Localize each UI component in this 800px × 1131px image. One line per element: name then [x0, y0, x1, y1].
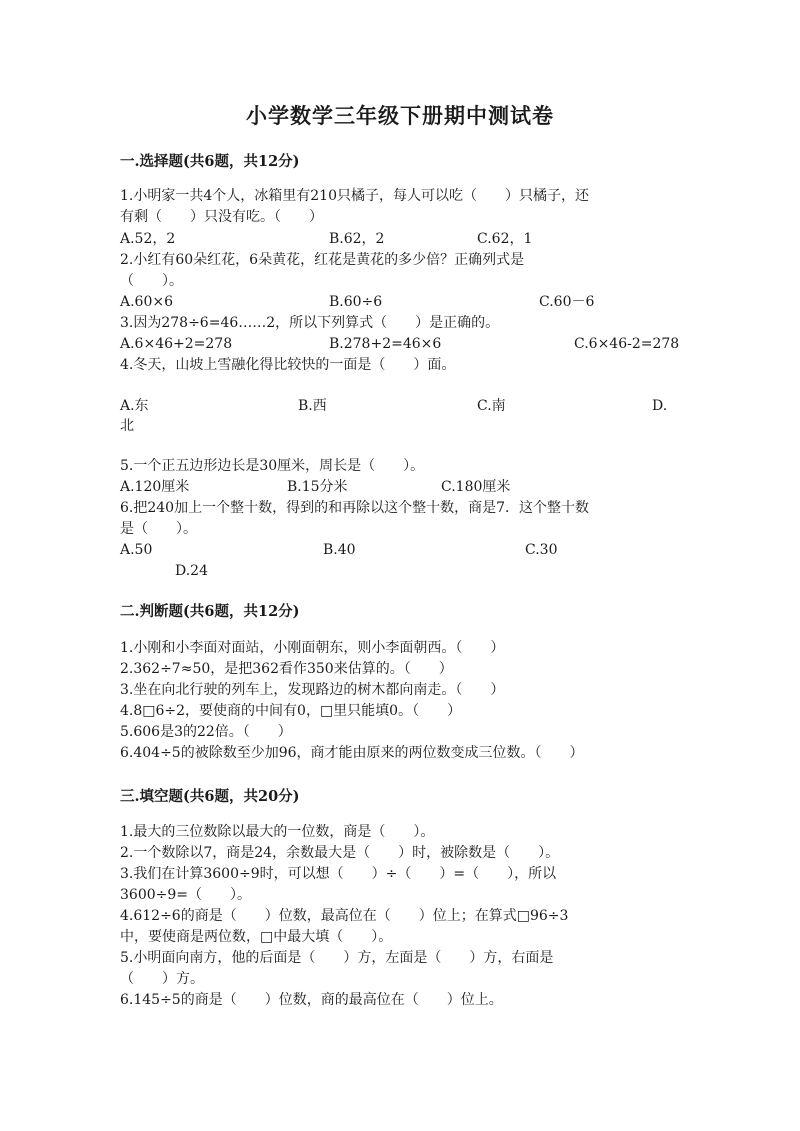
- option-b[interactable]: B.62，2: [329, 231, 385, 247]
- option-b[interactable]: B.60÷6: [329, 294, 383, 310]
- judgement-item: 6.404÷5的被除数至少加96，商才能由原来的两位数变成三位数。（ ）: [120, 745, 584, 761]
- option-a[interactable]: A.50: [120, 542, 153, 558]
- page-title: 小学数学三年级下册期中测试卷: [246, 103, 554, 128]
- option-d[interactable]: D.: [652, 398, 668, 414]
- option-b[interactable]: B.278+2=46×6: [329, 336, 442, 352]
- question-text: 2.小红有60朵红花，6朵黄花，红花是黄花的多少倍？正确列式是: [120, 252, 525, 268]
- question-text: （ ）。: [120, 273, 183, 289]
- fill-blank-item: 6.145÷5的商是（ ）位数，商的最高位在（ ）位上。: [120, 992, 503, 1008]
- option-a[interactable]: A.东: [120, 398, 149, 414]
- fill-blank-item: （ ）方。: [120, 971, 204, 987]
- question-text: 4.冬天，山坡上雪融化得比较快的一面是（ ）面。: [120, 357, 456, 373]
- fill-blank-item: 4.612÷6的商是（ ）位数，最高位在（ ）位上；在算式□96÷3: [120, 908, 569, 924]
- section-heading-choice: 一.选择题(共6题，共12分): [120, 153, 300, 170]
- option-a[interactable]: A.120厘米: [120, 479, 190, 495]
- question-text: 1.小明家一共4个人，冰箱里有210只橘子，每人可以吃（ ）只橘子，还: [120, 188, 589, 204]
- option-c[interactable]: C.180厘米: [441, 479, 511, 495]
- fill-blank-item: 中，要使商是两位数，□中最大填（ ）。: [120, 929, 393, 945]
- option-a[interactable]: A.6×46+2=278: [120, 336, 233, 352]
- option-c[interactable]: C.南: [477, 398, 506, 414]
- option-a[interactable]: A.52，2: [120, 231, 176, 247]
- fill-blank-item: 2.一个数除以7，商是24，余数最大是（ ）时，被除数是（ ）。: [120, 845, 560, 861]
- question-text: 3.因为278÷6=46……2，所以下列算式（ ）是正确的。: [120, 315, 500, 331]
- fill-blank-item: 5.小明面向南方，他的后面是（ ）方，左面是（ ）方，右面是: [120, 950, 554, 966]
- option-b[interactable]: B.15分米: [287, 479, 348, 495]
- fill-blank-item: 3600÷9=（ ）。: [120, 887, 251, 903]
- option-b[interactable]: B.40: [323, 542, 356, 558]
- option-c[interactable]: C.6×46-2=278: [574, 336, 680, 352]
- section-heading-judgement: 二.判断题(共6题，共12分): [120, 603, 300, 620]
- section-heading-fill-blank: 三.填空题(共6题，共20分): [120, 788, 300, 805]
- option-b[interactable]: B.西: [298, 398, 327, 414]
- fill-blank-item: 3.我们在计算3600÷9时，可以想（ ）÷（ ）=（ ），所以: [120, 866, 557, 882]
- judgement-item: 2.362÷7≈50，是把362看作350来估算的。（ ）: [120, 661, 453, 677]
- judgement-item: 4.8□6÷2，要使商的中间有0，□里只能填0。（ ）: [120, 703, 462, 719]
- judgement-item: 1.小刚和小李面对面站，小刚面朝东，则小李面朝西。（ ）: [120, 640, 505, 656]
- question-text: 5.一个正五边形边长是30厘米，周长是（ ）。: [120, 458, 425, 474]
- option-c[interactable]: C.30: [525, 542, 558, 558]
- question-text: 6.把240加上一个整十数，得到的和再除以这个整十数，商是7．这个整十数: [120, 500, 589, 516]
- option-c[interactable]: C.60－6: [539, 294, 595, 310]
- option-a[interactable]: A.60×6: [120, 294, 174, 310]
- question-text: 有剩（ ）只没有吃。（ ）: [120, 209, 323, 225]
- option-d-text[interactable]: 北: [120, 418, 134, 434]
- option-c[interactable]: C.62，1: [477, 231, 533, 247]
- judgement-item: 3.坐在向北行驶的列车上，发现路边的树木都向南走。（ ）: [120, 682, 505, 698]
- fill-blank-item: 1.最大的三位数除以最大的一位数，商是（ ）。: [120, 824, 435, 840]
- question-text: 是（ ）。: [120, 521, 197, 537]
- option-d[interactable]: D.24: [175, 563, 208, 579]
- judgement-item: 5.606是3的22倍。（ ）: [120, 724, 292, 740]
